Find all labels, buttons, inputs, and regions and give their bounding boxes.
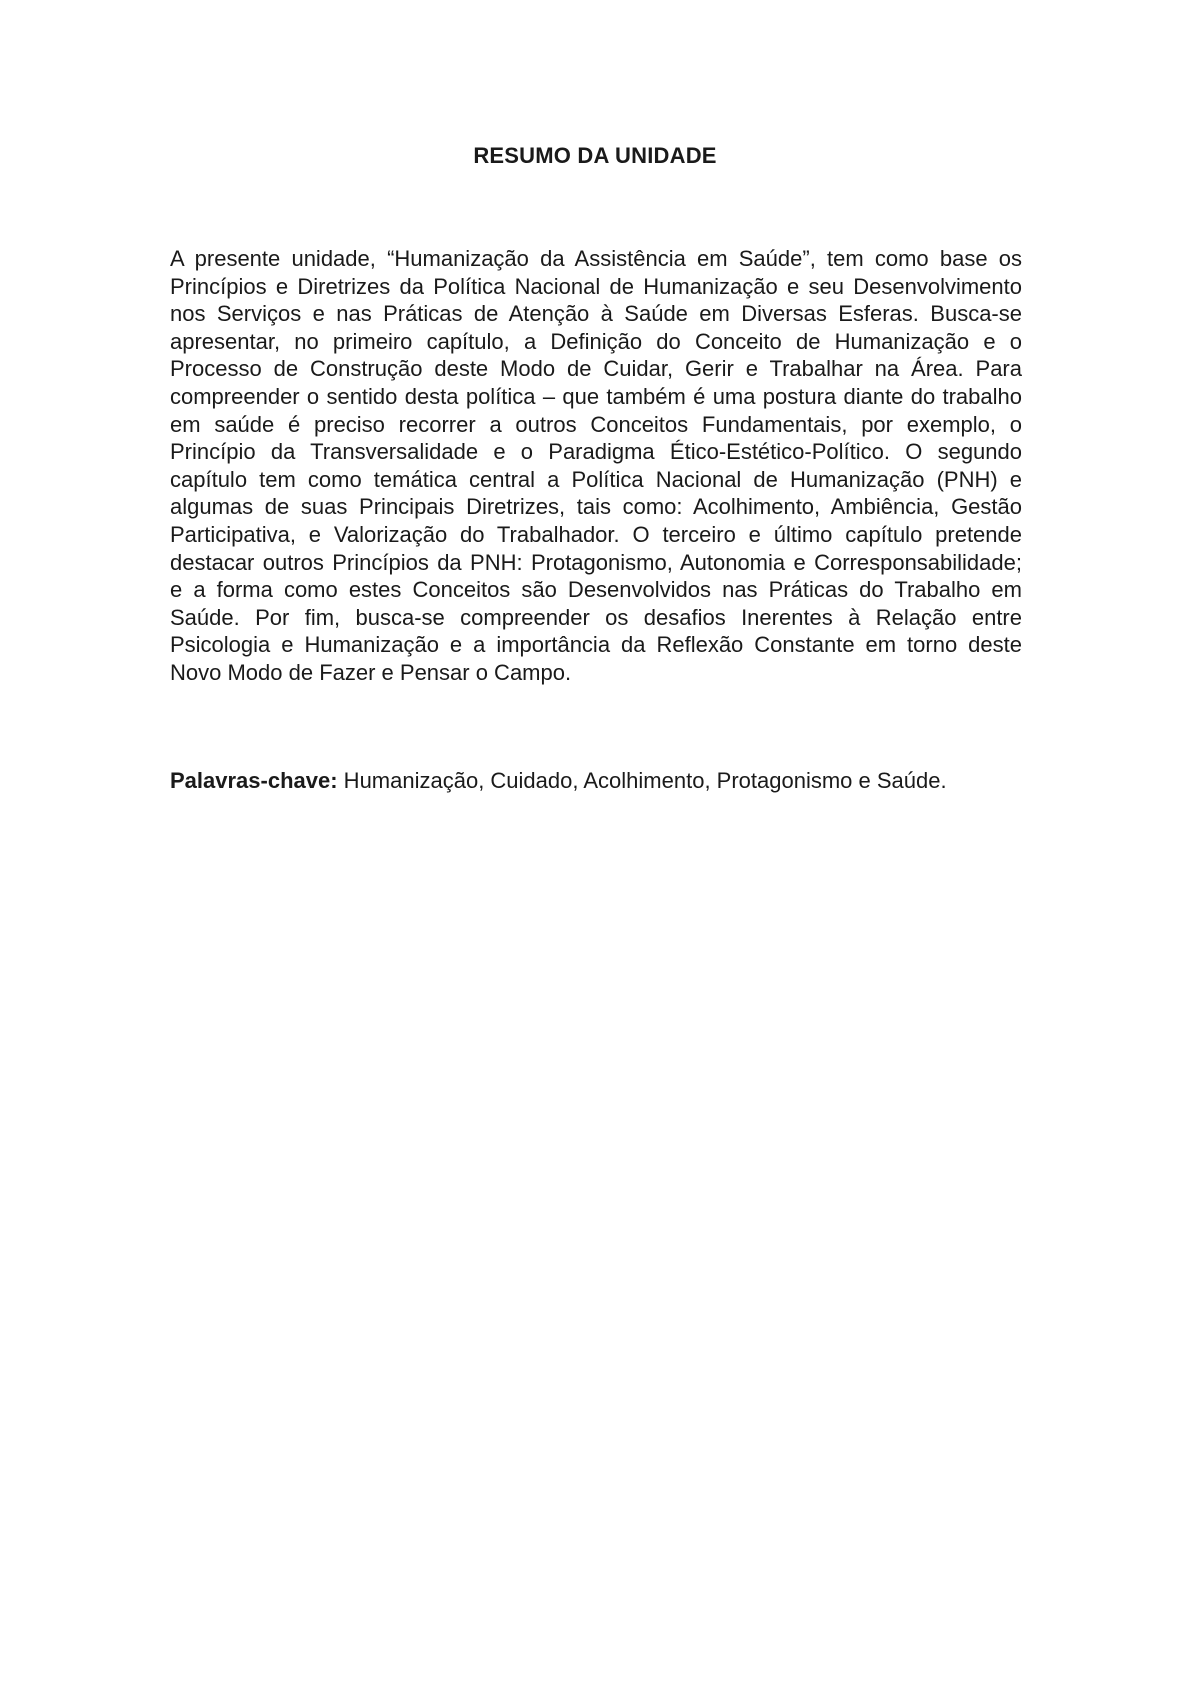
keywords-list: Humanização, Cuidado, Acolhimento, Protagonismo e Saúde. (337, 768, 947, 793)
keywords-label: Palavras-chave: (170, 768, 338, 793)
keywords-line (170, 767, 1040, 795)
page-title: RESUMO DA UNIDADE (473, 143, 717, 168)
abstract-paragraph: A presente unidade, “Humanização da Assistência em Saúde”, tem como base os Princípios e Diretrizes da Política Nacional de Humanização e seu Desenvolvimento nos Serviços e nas Práticas de Atenção à Saúde em Diversas Esferas. Busca-se apresentar, no primeiro capítulo, a Definição do Conceito de Humanização e o Processo de Construção deste Modo de Cuidar, Gerir e Trabalhar na Área. Para compreender o sentido desta política – que também é uma postura diante do trabalho em saúde é preciso recorrer a outros Conceitos Fundamentais, por exemplo, o Princípio da Transversalidade e o Paradigma Ético-Estético-Político. O segundo capítulo tem como temática central a Política Nacional de Humanização (PNH) e algumas de suas Principais Diretrizes, tais como: Acolhimento, Ambiência, Gestão Participativa, e Valorização do Trabalhador. O terceiro e último capítulo pretende destacar outros Princípios da PNH: Protagonismo, Autonomia e Corresponsabilidade; e a forma como estes Conceitos são Desenvolvidos nas Práticas do Trabalho em Saúde. Por fim, busca-se compreender os desafios Inerentes à Relação entre Psicologia e Humanização e a importância da Reflexão Constante em torno deste Novo Modo de Fazer e Pensar o Campo. (170, 246, 1022, 685)
